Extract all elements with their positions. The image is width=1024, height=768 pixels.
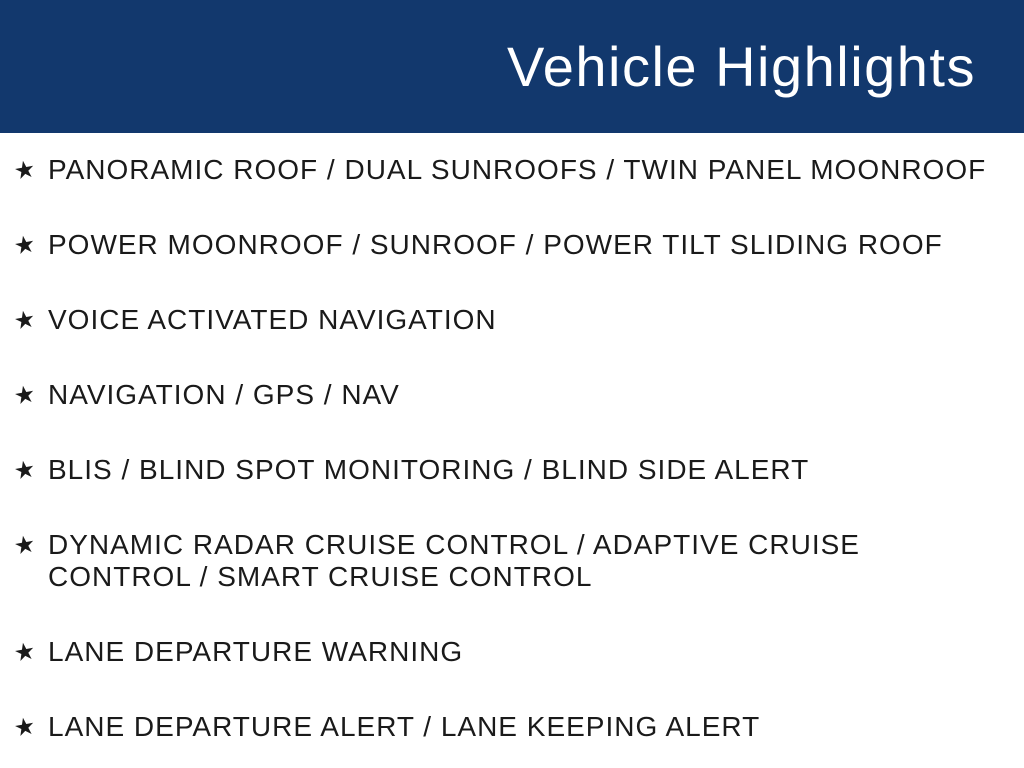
- list-item: [11, 154, 1024, 186]
- list-item: [11, 529, 1024, 593]
- star-bullet-icon: ★: [11, 455, 38, 486]
- star-bullet-icon: ★: [11, 637, 38, 668]
- list-item-text: VOICE ACTIVATED NAVIGATION: [48, 304, 497, 335]
- list-item: [11, 636, 1024, 668]
- list-item: [11, 711, 1024, 743]
- star-bullet-icon: ★: [11, 305, 38, 336]
- star-bullet-icon: ★: [11, 530, 38, 561]
- list-item-text: CONTROL / SMART CRUISE CONTROL: [48, 561, 593, 592]
- list-item: [11, 229, 1024, 261]
- list-item-text: POWER MOONROOF / SUNROOF / POWER TILT SLIDING ROOF: [48, 229, 943, 260]
- list-item: [11, 454, 1024, 486]
- list-item-text: BLIS / BLIND SPOT MONITORING / BLIND SIDE ALERT: [48, 454, 810, 485]
- list-item-text: NAVIGATION / GPS / NAV: [48, 379, 400, 410]
- star-bullet-icon: ★: [11, 230, 38, 261]
- highlights-list: [0, 133, 1024, 743]
- list-item: [11, 379, 1024, 411]
- list-item-text: PANORAMIC ROOF / DUAL SUNROOFS / TWIN PANEL MOONROOF: [48, 154, 987, 185]
- star-bullet-icon: ★: [11, 155, 38, 186]
- list-item-text: DYNAMIC RADAR CRUISE CONTROL / ADAPTIVE CRUISE: [48, 529, 860, 560]
- list-item-text: LANE DEPARTURE WARNING: [48, 636, 464, 667]
- list-item-text: LANE DEPARTURE ALERT / LANE KEEPING ALERT: [48, 711, 761, 742]
- slide-header: [0, 0, 1024, 133]
- star-bullet-icon: ★: [11, 712, 38, 743]
- page-title: Vehicle Highlights: [506, 34, 976, 98]
- star-bullet-icon: ★: [11, 380, 38, 411]
- list-item: [11, 304, 1024, 336]
